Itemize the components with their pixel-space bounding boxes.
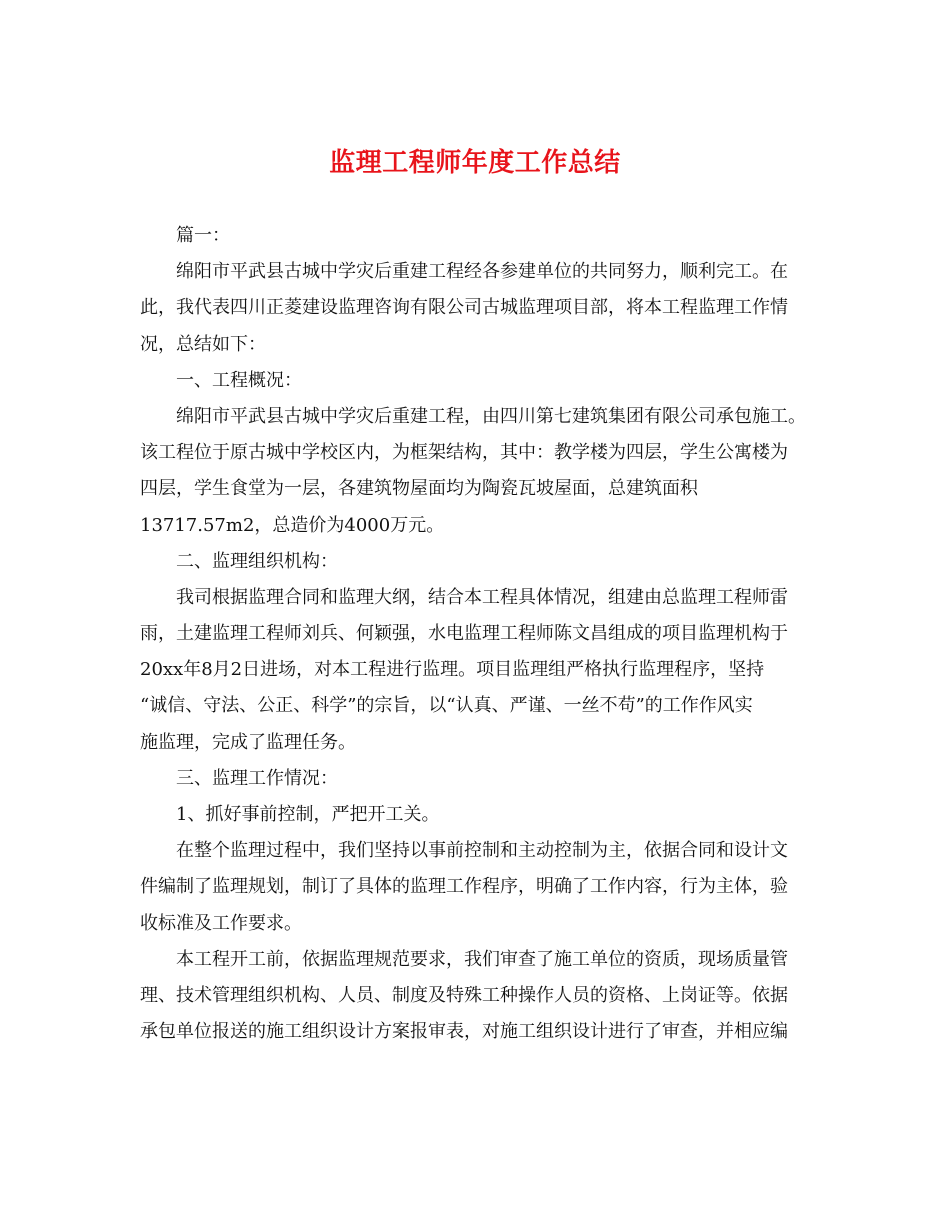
text-line: 四层，学生食堂为一层，各建筑物屋面均为陶瓷瓦坡屋面，总建筑面积	[140, 478, 698, 500]
text-line: 一、工程概况：	[176, 369, 302, 391]
text-line: 我司根据监理合同和监理大纲，结合本工程具体情况，组建由总监理工程师雷	[176, 586, 788, 608]
text-line: 件编制了监理规划，制订了具体的监理工作程序，明确了工作内容，行为主体，验	[140, 876, 788, 898]
text-line: 本工程开工前，依据监理规范要求，我们审查了施工单位的资质，现场质量管	[176, 948, 788, 970]
text-line: 20xx年8月2日进场，对本工程进行监理。项目监理组严格执行监理程序，坚持	[140, 659, 765, 681]
text-line: 在整个监理过程中，我们坚持以事前控制和主动控制为主，依据合同和设计文	[176, 840, 788, 862]
text-line: 此，我代表四川正菱建设监理咨询有限公司古城监理项目部，将本工程监理工作情	[140, 297, 788, 319]
text-line: 理、技术管理组织机构、人员、制度及特殊工种操作人员的资格、上岗证等。依据	[140, 984, 788, 1006]
text-line: 1、抓好事前控制，严把开工关。	[176, 804, 440, 825]
text-line: 施监理，完成了监理任务。	[140, 731, 356, 753]
text-line: 篇一：	[176, 225, 230, 246]
text-line: 绵阳市平武县古城中学灾后重建工程经各参建单位的共同努力，顺利完工。在	[176, 261, 788, 283]
document-title: 监理工程师年度工作总结	[329, 148, 621, 178]
text-line: 该工程位于原古城中学校区内，为框架结构，其中：教学楼为四层，学生公寓楼为	[140, 442, 788, 464]
text-line: 收标准及工作要求。	[140, 912, 302, 934]
text-line: 承包单位报送的施工组织设计方案报审表，对施工组织设计进行了审查，并相应编	[140, 1021, 788, 1043]
text-line: 13717.57m2，总造价为4000万元。	[140, 514, 445, 536]
document-body	[140, 218, 812, 1050]
text-line: 绵阳市平武县古城中学灾后重建工程，由四川第七建筑集团有限公司承包施工。	[176, 405, 806, 427]
text-line: 雨，土建监理工程师刘兵、何颖强，水电监理工程师陈文昌组成的项目监理机构于	[140, 623, 788, 645]
text-line: 三、监理工作情况：	[176, 767, 338, 789]
text-line: 况，总结如下：	[140, 333, 266, 355]
text-line: “诚信、守法、公正、科学”的宗旨，以“认真、严谨、一丝不苟”的工作作风实	[140, 695, 753, 717]
text-line: 二、监理组织机构：	[176, 550, 338, 572]
